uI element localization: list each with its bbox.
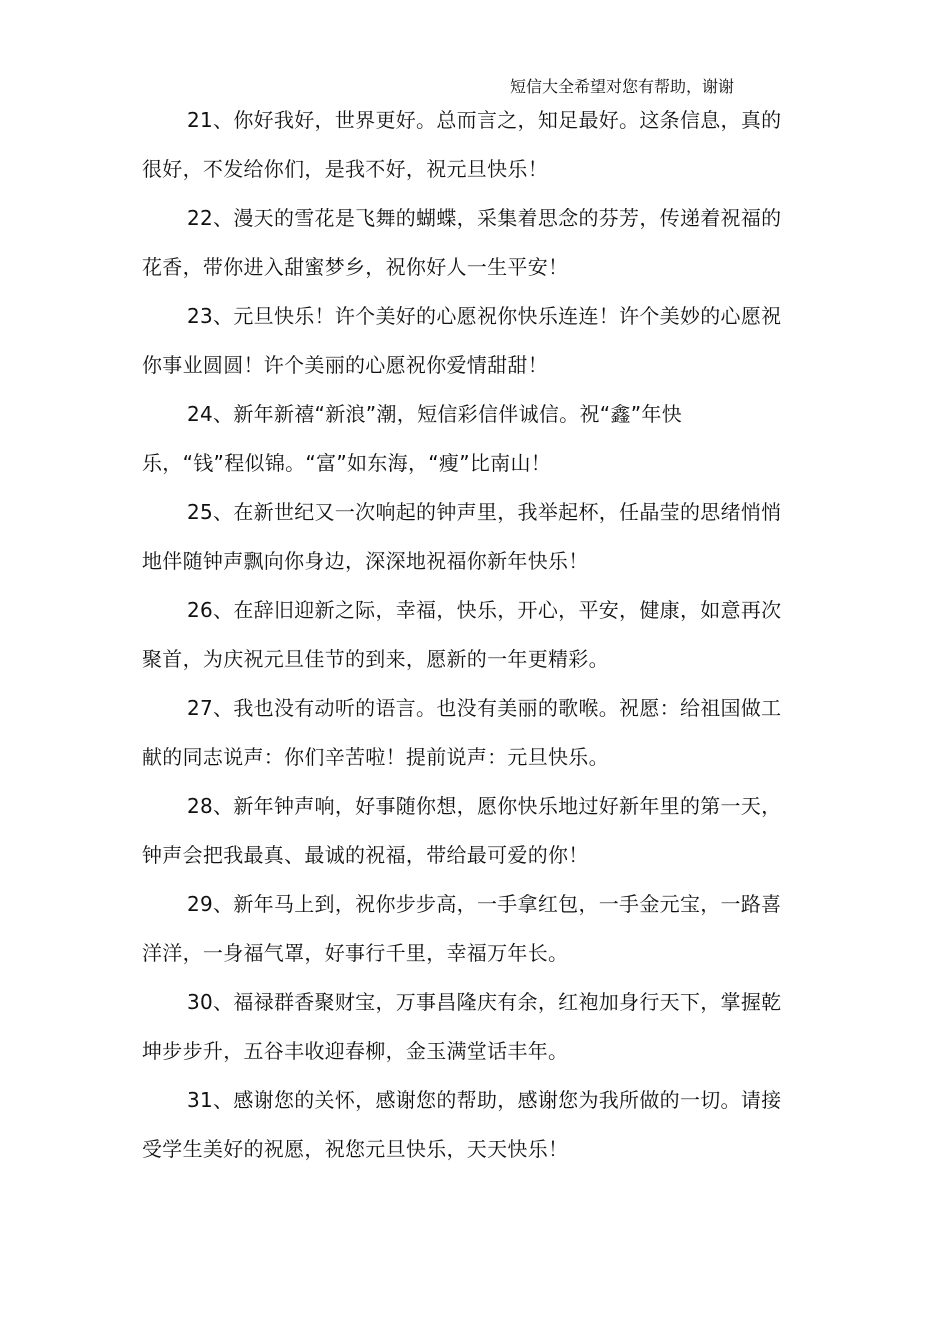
paragraph-21: 21、你好我好，世界更好。总而言之，知足最好。这条信息，真的很好，不发给你们，是我不好，祝元旦快乐！ — [142, 108, 782, 181]
paragraph-30: 30、福禄群香聚财宝，万事昌隆庆有余，红袍加身行天下，掌握乾坤步步升，五谷丰收迎春柳，金玉满堂话丰年。 — [142, 990, 782, 1063]
paragraph-28: 28、新年钟声响，好事随你想，愿你快乐地过好新年里的第一天，钟声会把我最真、最诚的祝福，带给最可爱的你！ — [142, 794, 782, 867]
paragraph-25: 25、在新世纪又一次响起的钟声里，我举起杯，任晶莹的思绪悄悄地伴随钟声飘向你身边，深深地祝福你新年快乐！ — [142, 500, 782, 573]
paragraph-27: 27、我也没有动听的语言。也没有美丽的歌喉。祝愿：给祖国做工献的同志说声：你们辛苦啦！提前说声：元旦快乐。 — [142, 696, 782, 769]
paragraph-22: 22、漫天的雪花是飞舞的蝴蝶，采集着思念的芬芳，传递着祝福的花香，带你进入甜蜜梦乡，祝你好人一生平安！ — [142, 206, 782, 279]
header-note: 短信大全希望对您有帮助，谢谢 — [510, 77, 735, 96]
paragraph-29: 29、新年马上到，祝你步步高，一手拿红包，一手金元宝，一路喜洋洋，一身福气罩，好事行千里，幸福万年长。 — [142, 892, 782, 965]
document-body — [142, 96, 782, 1174]
paragraph-24: 24、新年新禧“新浪”潮，短信彩信伴诚信。祝“鑫”年快乐，“钱”程似锦。“富”如东海，“瘦”比南山！ — [142, 402, 682, 475]
paragraph-26: 26、在辞旧迎新之际，幸福，快乐，开心，平安，健康，如意再次聚首，为庆祝元旦佳节的到来，愿新的一年更精彩。 — [142, 598, 782, 671]
paragraph-23: 23、元旦快乐！许个美好的心愿祝你快乐连连！许个美妙的心愿祝你事业圆圆！许个美丽的心愿祝你爱情甜甜！ — [142, 304, 782, 377]
paragraph-31: 31、感谢您的关怀，感谢您的帮助，感谢您为我所做的一切。请接受学生美好的祝愿，祝您元旦快乐，天天快乐！ — [142, 1088, 782, 1161]
